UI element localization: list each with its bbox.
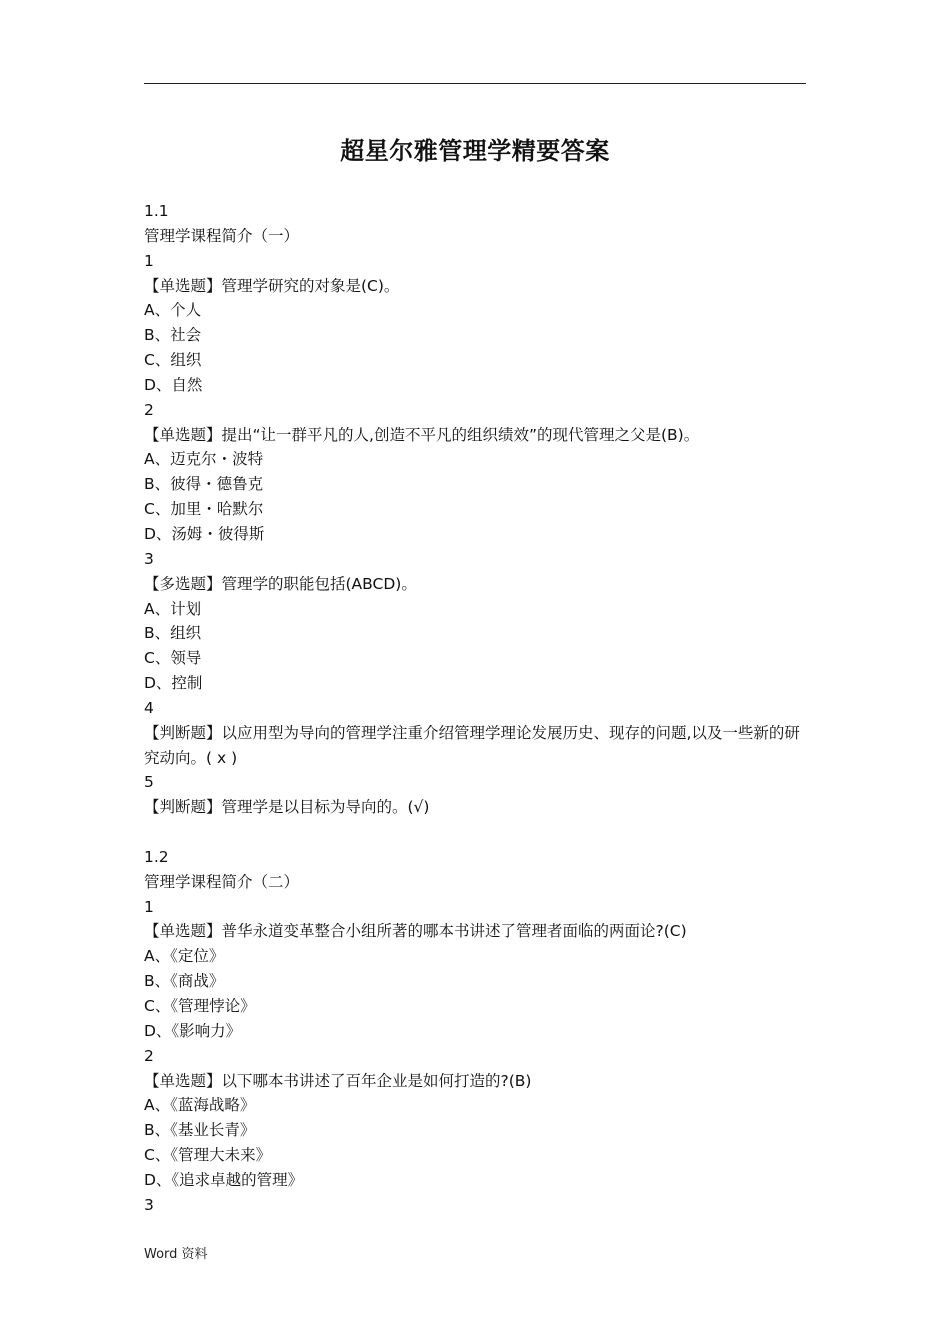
answer-option: D、控制 xyxy=(144,674,203,693)
answer-option: C、《管理大未来》 xyxy=(144,1146,272,1165)
blank-line xyxy=(144,820,812,845)
answer-option: A、《定位》 xyxy=(144,947,225,966)
question-text: 【多选题】管理学的职能包括(ABCD)。 xyxy=(144,574,417,593)
answer-option: A、个人 xyxy=(144,301,202,320)
question-text: 【单选题】以下哪本书讲述了百年企业是如何打造的?(B) xyxy=(144,1071,532,1090)
question-text: 【判断题】管理学是以目标为导向的。(√) xyxy=(144,798,430,817)
answer-option: A、迈克尔・波特 xyxy=(144,450,264,469)
header-rule xyxy=(144,83,806,84)
answer-option: C、《管理悖论》 xyxy=(144,997,256,1015)
page-title: 超星尔雅管理学精要答案 xyxy=(340,137,610,165)
section-number: 1.2 xyxy=(144,847,169,866)
question-number: 3 xyxy=(144,549,154,568)
answer-option: A、计划 xyxy=(144,599,202,618)
answer-option: C、加里・哈默尔 xyxy=(144,500,264,519)
answer-option: B、《商战》 xyxy=(144,972,225,991)
answer-option: D、汤姆・彼得斯 xyxy=(144,524,265,543)
answer-option: B、组织 xyxy=(144,624,202,643)
answer-option: B、《基业长青》 xyxy=(144,1121,256,1140)
section-number: 1.1 xyxy=(144,202,169,220)
answer-option: B、社会 xyxy=(144,326,202,345)
answer-option: A、《蓝海战略》 xyxy=(144,1096,256,1115)
answer-option: D、自然 xyxy=(144,375,203,394)
question-number: 2 xyxy=(144,1046,154,1065)
answer-option: B、彼得・德鲁克 xyxy=(144,475,264,494)
question-text: 【单选题】管理学研究的对象是(C)。 xyxy=(144,276,400,295)
question-number: 4 xyxy=(144,698,154,717)
answer-option: C、领导 xyxy=(144,649,202,668)
answer-option: D、《影响力》 xyxy=(144,1021,242,1040)
question-text: 【单选题】提出“让一群平凡的人,创造不平凡的组织绩效”的现代管理之父是(B)。 xyxy=(144,425,700,444)
question-number: 2 xyxy=(144,400,154,419)
question-number: 3 xyxy=(144,1195,154,1214)
question-number: 1 xyxy=(144,251,154,270)
answer-option: D、《追求卓越的管理》 xyxy=(144,1170,304,1189)
page-footer: Word 资料 xyxy=(144,1247,208,1262)
section-title: 管理学课程简介（一） xyxy=(144,226,300,245)
question-text: 【判断题】以应用型为导向的管理学注重介绍管理学理论发展历史、现存的问题,以及一些新的研究动向。( x ) xyxy=(144,723,800,767)
question-number: 5 xyxy=(144,773,154,792)
answer-option: C、组织 xyxy=(144,351,202,370)
question-text: 【单选题】普华永道变革整合小组所著的哪本书讲述了管理者面临的两面论?(C) xyxy=(144,922,687,941)
section-title: 管理学课程简介（二） xyxy=(144,872,300,891)
question-number: 1 xyxy=(144,897,154,916)
document-body xyxy=(144,199,812,1218)
